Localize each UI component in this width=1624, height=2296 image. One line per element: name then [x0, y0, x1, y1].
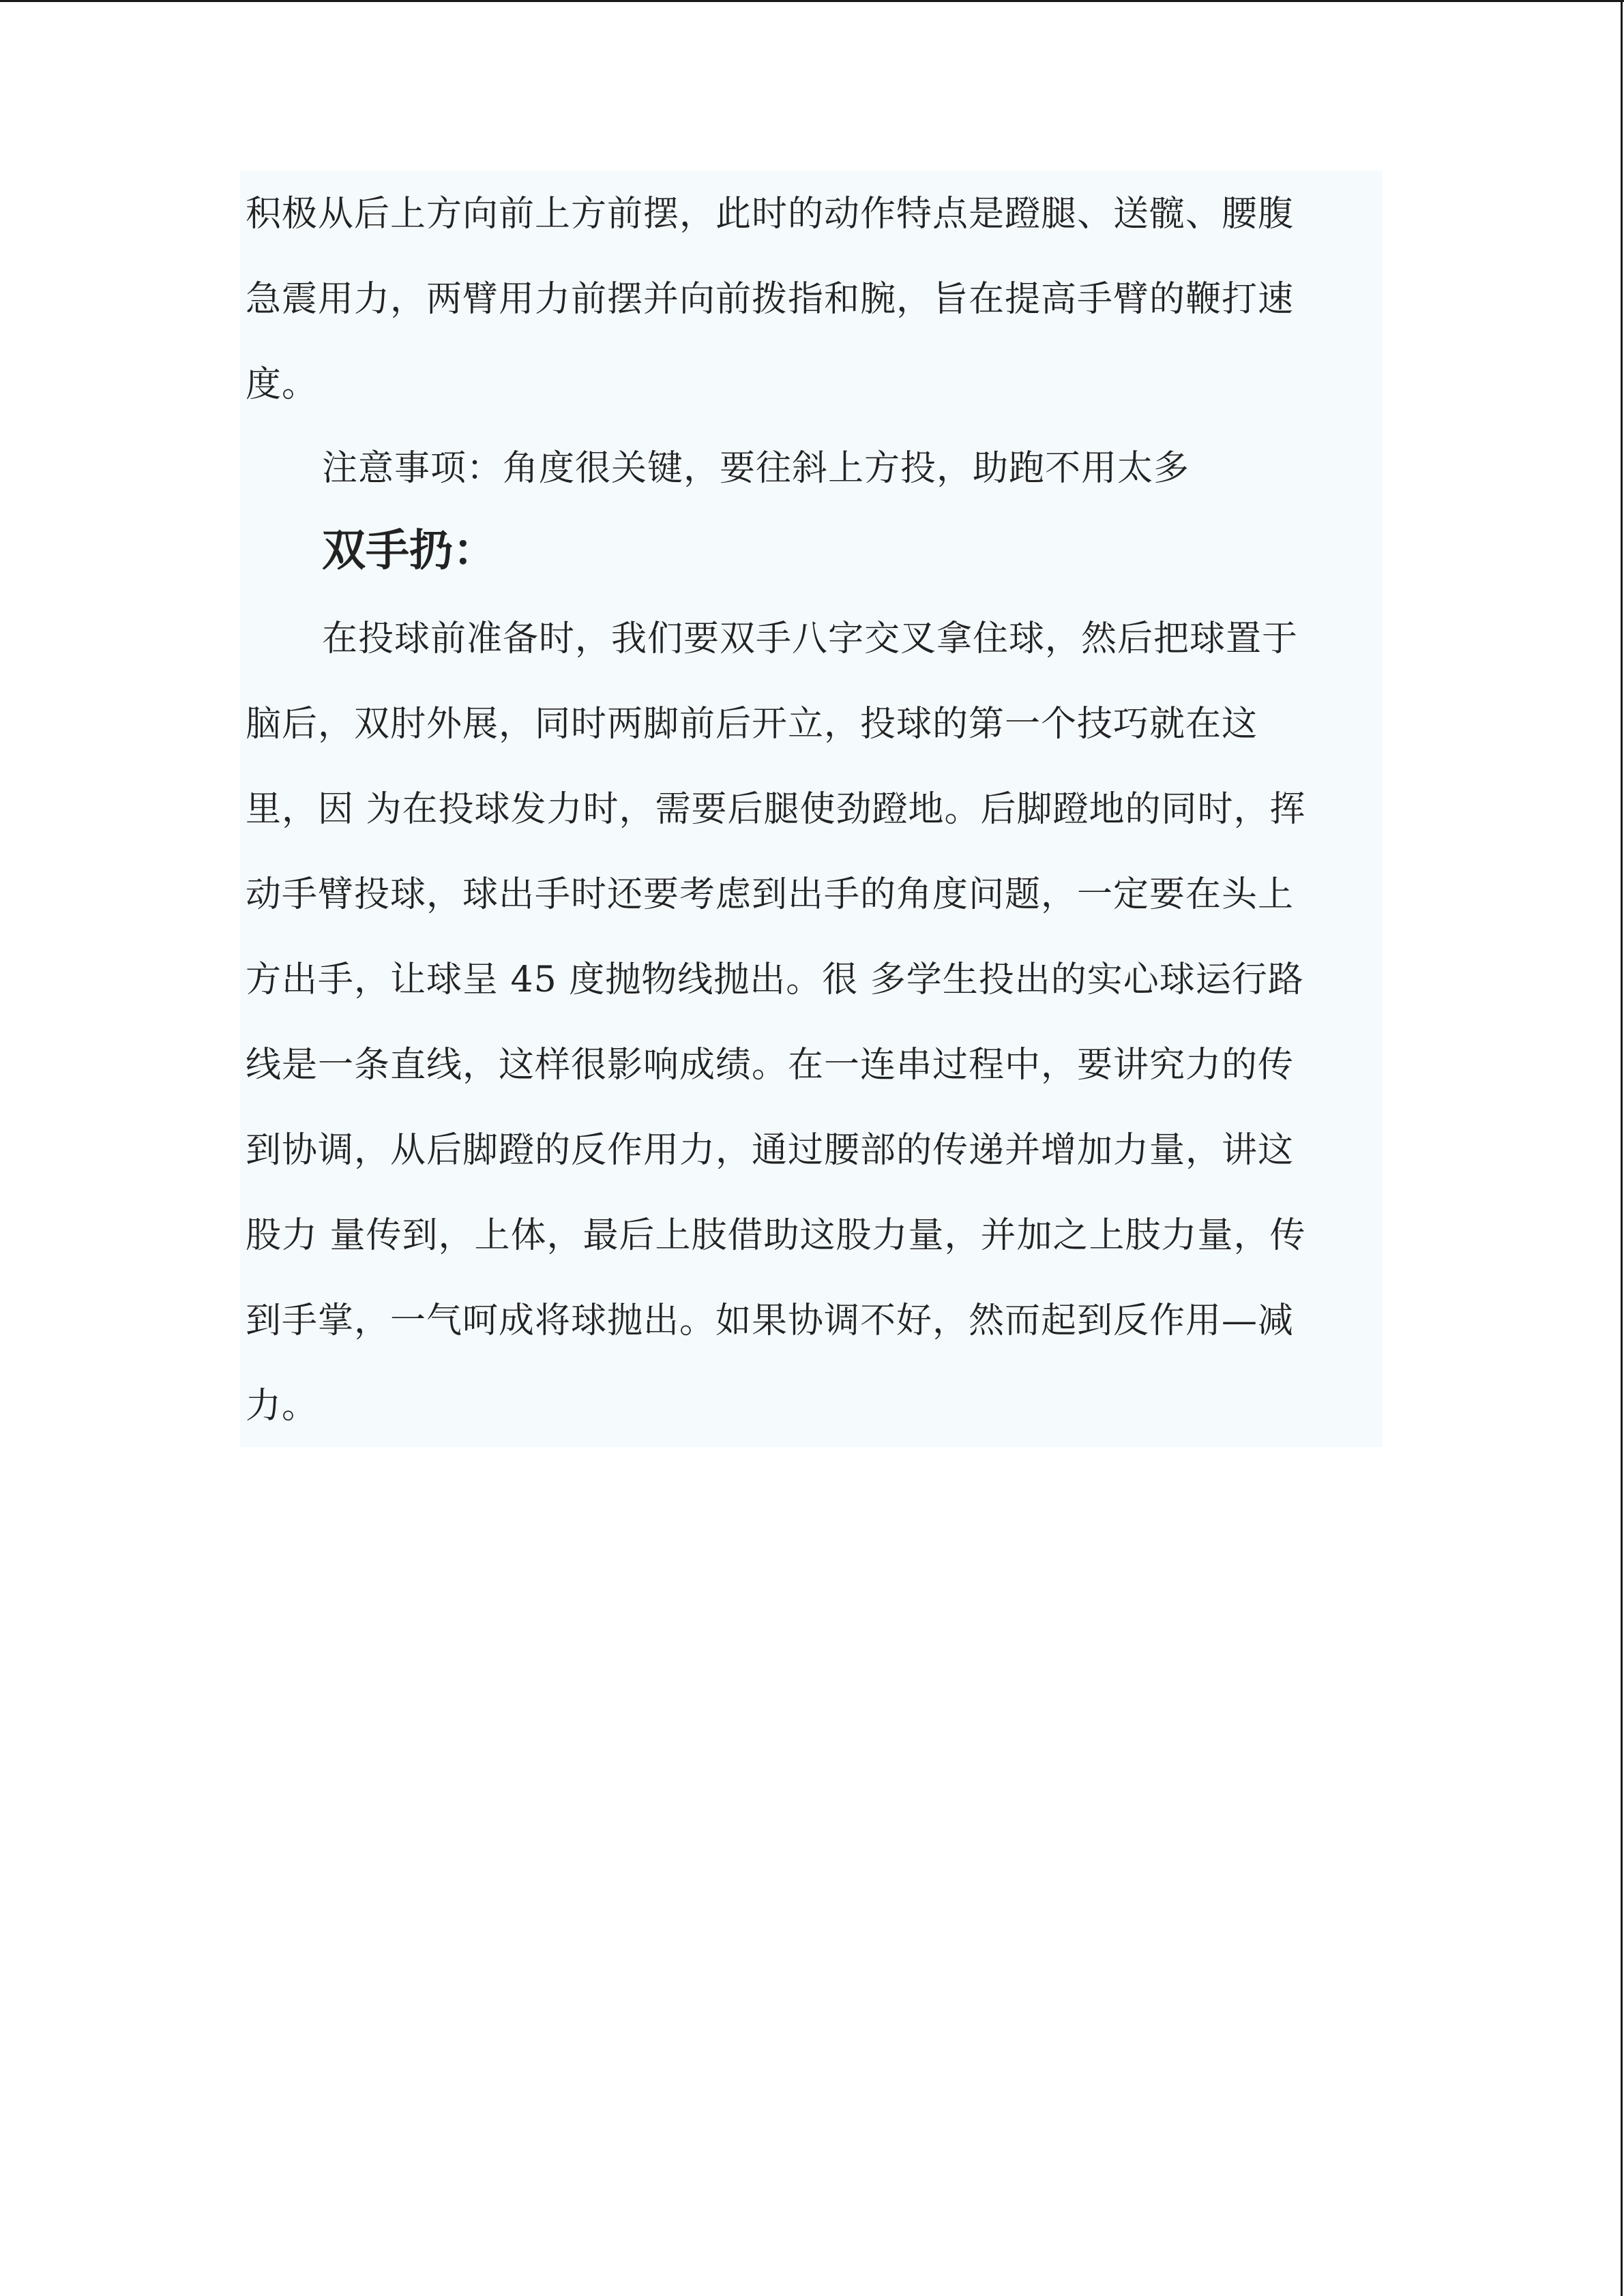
- page-border-right: [1621, 0, 1623, 2296]
- paragraph-line: 在投球前准备时，我们要双手八字交叉拿住球，然后把球置于: [322, 618, 1299, 659]
- paragraph-line: 到协调，从后脚蹬的反作用力，通过腰部的传递并增加力量，讲这: [246, 1130, 1295, 1171]
- paragraph-line: 里，因 为在投球发力时，需要后腿使劲蹬地。后脚蹬地的同时，挥: [246, 789, 1306, 830]
- paragraph-line: 力。: [246, 1386, 319, 1427]
- paragraph-line: 积极从后上方向前上方前摆，此时的动作特点是蹬腿、送髋、腰腹: [246, 194, 1295, 235]
- note-line: 注意事项：角度很关键，要往斜上方投，助跑不用太多: [322, 448, 1190, 489]
- paragraph-line: 方出手，让球呈 45 度抛物线抛出。很 多学生投出的实心球运行路: [246, 959, 1304, 1000]
- document-text-block: [240, 170, 1383, 1447]
- paragraph-line: 线是一条直线，这样很影响成绩。在一连串过程中，要讲究力的传: [246, 1045, 1295, 1086]
- paragraph-line: 急震用力，两臂用力前摆并向前拨指和腕，旨在提高手臂的鞭打速: [246, 279, 1295, 320]
- paragraph-line: 股力 量传到，上体，最后上肢借助这股力量，并加之上肢力量，传: [246, 1215, 1306, 1256]
- paragraph-line: 动手臂投球，球出手时还要考虑到出手的角度问题，一定要在头上: [246, 874, 1295, 915]
- page-border-top: [0, 0, 1624, 2]
- paragraph-line: 度。: [246, 364, 319, 405]
- paragraph-line: 脑后，双肘外展，同时两脚前后开立，投球的第一个技巧就在这: [246, 704, 1258, 745]
- section-heading: 双手扔：: [322, 526, 497, 576]
- paragraph-line: 到手掌，一气呵成将球抛出。如果协调不好，然而起到反作用—减: [246, 1300, 1295, 1341]
